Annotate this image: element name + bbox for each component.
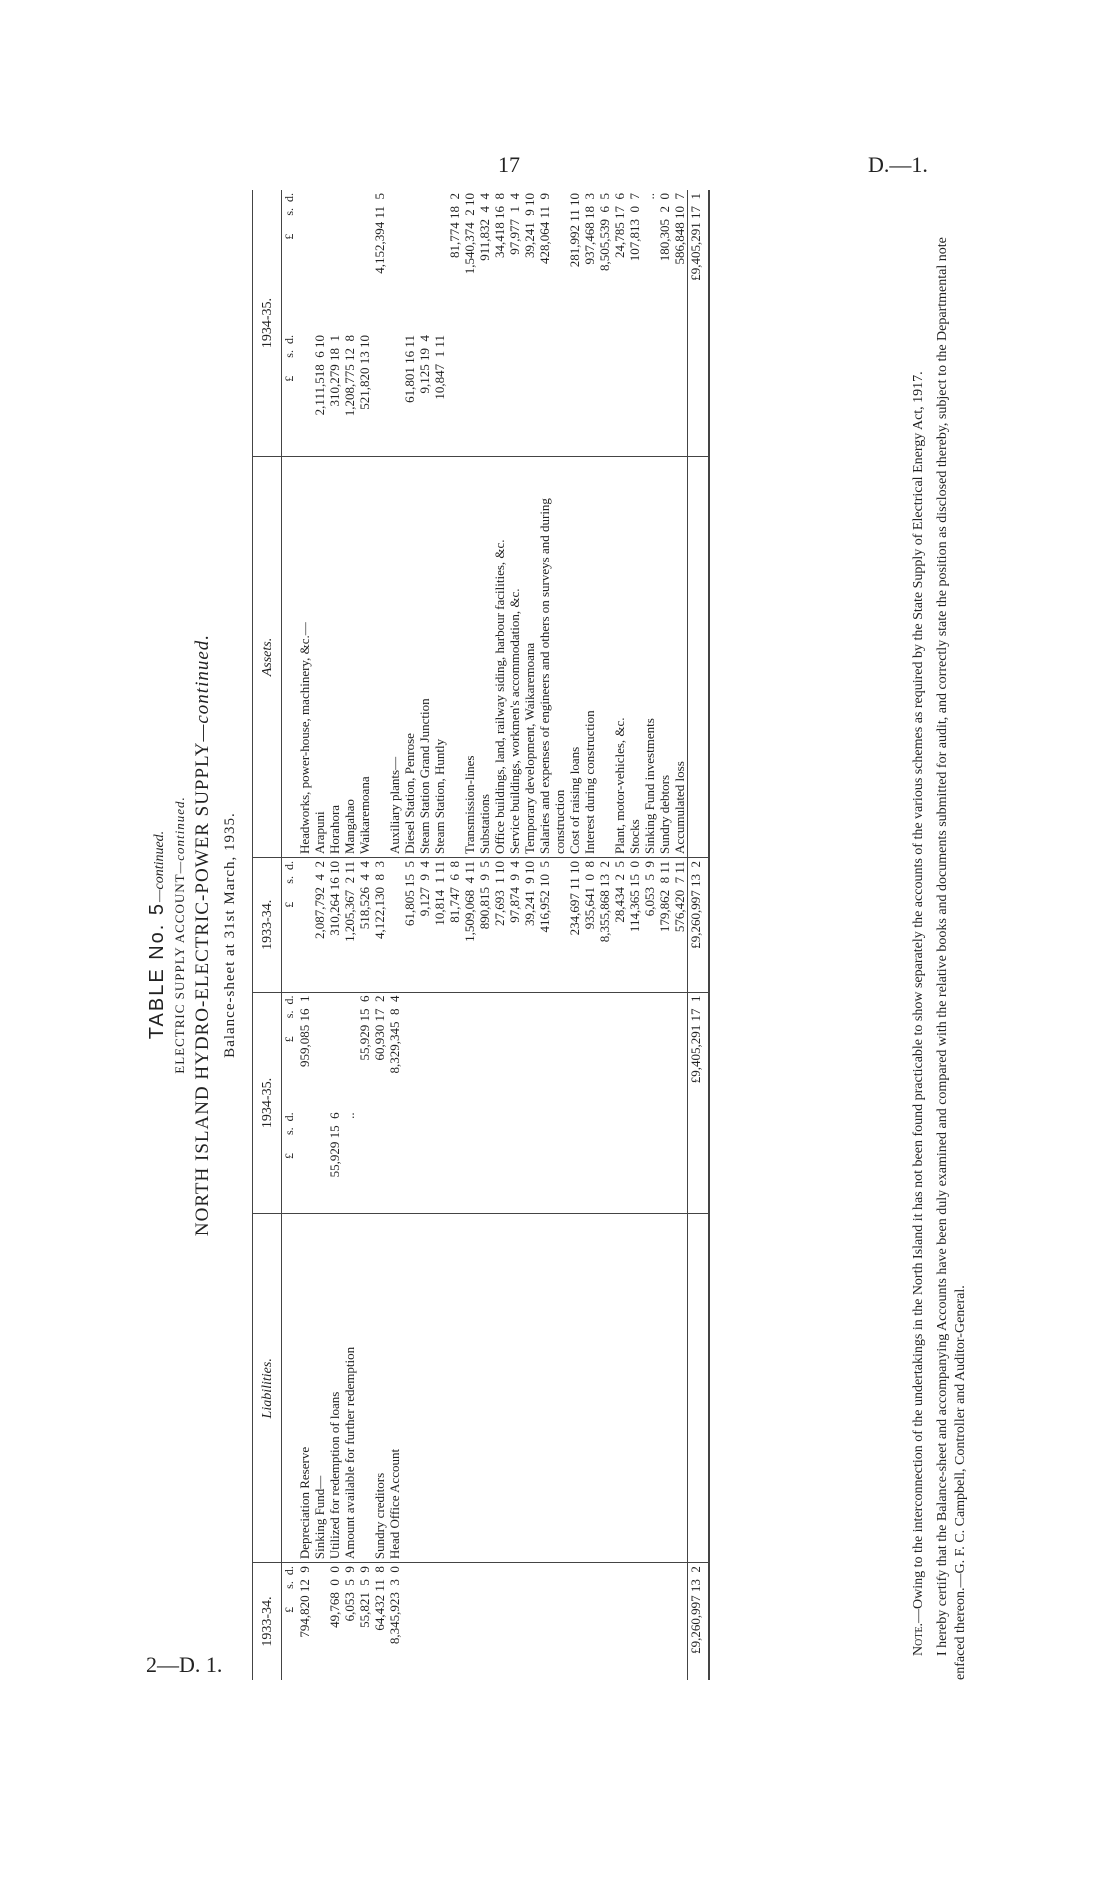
liability-label [657,1214,672,1563]
liability-label [612,1214,627,1563]
liability-amount [537,992,567,1109]
liability-prev [597,1563,612,1680]
liability-label [402,1214,417,1563]
liability-prev: 64,432 11 8 [372,1566,387,1631]
rotated-content [140,190,1040,1680]
table-row [537,190,567,1680]
asset-amount: .. [642,193,657,200]
col-liab-1934: 1933-34. [253,1563,282,1680]
liability-amount [447,992,462,1109]
asset-prev: 27,693 1 10 [492,858,507,992]
asset-amount: 586,848 10 7 [672,193,687,265]
asset-inner [492,332,507,457]
liability-prev [642,1563,657,1680]
asset-label [447,457,462,858]
liability-amount: 60,930 17 2 [372,995,387,1061]
liability-inner [447,1109,462,1214]
liability-label: Depreciation Reserve [297,1214,312,1563]
liability-inner [372,1109,387,1214]
liability-prev: 794,820 12 9 [297,1566,312,1638]
table-row [357,190,372,1680]
liability-prev: 8,345,923 3 0 [387,1566,402,1645]
liability-amount [597,992,612,1109]
table-row [672,190,688,1680]
asset-inner [657,332,672,457]
asset-inner: 2,111,518 6 10 [312,332,327,457]
liability-prev [492,1563,507,1680]
liability-amount [402,992,417,1109]
liability-prev [447,1563,462,1680]
liability-label [522,1214,537,1563]
liability-inner [612,1109,627,1214]
asset-inner [612,332,627,457]
liability-amount [672,992,688,1109]
liability-amount [507,992,522,1109]
liability-label [672,1214,688,1563]
blank-cell [688,1109,710,1214]
asset-inner: 9,125 19 4 [417,332,432,457]
asset-amount: 428,064 11 9 [537,193,552,265]
asset-amount [357,190,372,332]
liability-prev [657,1563,672,1680]
liability-amount [582,992,597,1109]
liability-amount [462,992,477,1109]
asset-label: Interest during construction [582,457,597,858]
liability-inner [582,1109,597,1214]
liability-prev [537,1563,567,1680]
asset-prev: 935,641 0 8 [582,858,597,992]
asset-inner: 10,847 1 11 [432,332,447,457]
asset-amount: 281,992 11 10 [567,193,582,268]
asset-inner [642,332,657,457]
asset-inner [477,332,492,457]
liability-label [357,1214,372,1563]
asset-label: Accumulated loss [672,457,688,858]
asset-amount [402,190,417,332]
asset-inner [387,332,402,457]
liability-inner [522,1109,537,1214]
table-row [297,190,312,1680]
asset-prev: 81,747 6 8 [447,858,462,992]
asset-label: Transmission-lines [462,457,477,858]
liability-label: Utilized for redemption of loans [327,1214,342,1563]
asset-amount [327,190,342,332]
asset-amount: 4,152,394 11 5 [372,193,387,274]
balance-sheet-subtitle: Balance-sheet at 31st March, 1935. [222,812,238,1058]
asset-label: Cost of raising loans [567,457,582,858]
asset-amount: 39,241 9 10 [522,193,537,258]
asset-prev: 1,509,068 4 11 [462,858,477,992]
asset-amount: 81,774 18 2 [447,193,462,258]
money-header: £ s. d. [282,332,298,457]
asset-prev: 576,420 7 11 [672,858,688,992]
liability-label [537,1214,567,1563]
account-title: ELECTRIC SUPPLY ACCOUNT—continued. [172,796,187,1074]
asset-label: Horahora [327,457,342,858]
asset-amount: 937,468 18 3 [582,193,597,265]
asset-prev: 890,815 9 5 [477,858,492,992]
liability-inner [402,1109,417,1214]
asset-amount [432,190,447,332]
money-header: £ s. d. [282,858,298,992]
asset-prev: 9,127 9 4 [417,858,432,992]
liability-inner [642,1109,657,1214]
asset-prev: 10,814 1 11 [432,858,447,992]
totals-row [688,190,710,1680]
liability-inner [432,1109,447,1214]
asset-inner [597,332,612,457]
liability-prev [627,1563,642,1680]
table-row [282,190,298,1680]
liability-label [567,1214,582,1563]
asset-label: Service buildings, workmen's accommodation, &c. [507,457,522,858]
asset-label: Sundry debtors [657,457,672,858]
table-row [657,190,672,1680]
liability-prev: 49,768 0 0 [327,1566,342,1628]
assets-total: £9,405,291 17 1 [688,190,710,332]
asset-prev [387,858,402,992]
liability-inner: 55,929 15 6 [327,1109,342,1214]
table-row [402,190,417,1680]
money-header: £ s. d. [282,193,296,240]
asset-inner: 1,208,775 12 8 [342,332,357,457]
money-header: £ s. d. [282,1109,298,1214]
asset-amount: 180,305 2 0 [657,193,672,262]
asset-prev: 28,434 2 5 [612,858,627,992]
asset-label [597,457,612,858]
liability-inner [627,1109,642,1214]
liability-prev [507,1563,522,1680]
asset-amount [297,190,312,332]
liability-amount [432,992,447,1109]
blank-cell [282,1214,298,1563]
table-row [462,190,477,1680]
liability-amount: 8,329,345 8 4 [387,995,402,1074]
asset-prev: 234,697 11 10 [567,858,582,992]
liability-amount: 55,929 15 6 [357,995,372,1061]
asset-inner [297,332,312,457]
asset-amount: 97,977 1 4 [507,193,522,255]
liability-amount [327,992,342,1109]
liability-prev [567,1563,582,1680]
table-row [612,190,627,1680]
asset-amount: 1,540,374 2 10 [462,193,477,275]
col-asset-1934: 1933-34. [253,858,282,992]
liability-prev [312,1563,327,1680]
table-row [312,190,327,1680]
asset-inner [627,332,642,457]
asset-amount: 911,832 4 4 [477,193,492,261]
asset-inner [522,332,537,457]
asset-amount [312,190,327,332]
liability-amount [492,992,507,1109]
liability-prev: 55,821 5 9 [357,1566,372,1628]
liability-label: Head Office Account [387,1214,402,1563]
table-row [597,190,612,1680]
asset-prev [297,858,312,992]
liability-amount: 959,085 16 1 [297,995,312,1068]
liability-label: Amount available for further redemption [342,1214,357,1563]
asset-label: Office buildings, land, railway siding, harbour facilities, &c. [492,457,507,858]
liability-inner [657,1109,672,1214]
page-number: 17 [498,152,520,177]
liability-label [492,1214,507,1563]
liability-label [417,1214,432,1563]
liability-amount [342,992,357,1109]
asset-prev: 61,805 15 5 [402,858,417,992]
assets-total-prev: £9,260,997 13 2 [688,858,710,992]
asset-inner: 61,801 16 11 [402,332,417,457]
blank-cell [688,1214,710,1563]
money-header: £ s. d. [282,995,296,1043]
asset-label: Sinking Fund investments [642,457,657,858]
col-liabilities: Liabilities. [253,1214,282,1563]
asset-label: Steam Station, Huntly [432,457,447,858]
table-row [567,190,582,1680]
liability-label: Sinking Fund— [312,1214,327,1563]
liability-inner [357,1109,372,1214]
title-block [140,190,239,1680]
asset-amount: 8,505,539 6 5 [597,193,612,271]
liability-inner [312,1109,327,1214]
asset-prev: 2,087,792 4 2 [312,858,327,992]
asset-prev: 4,122,130 8 3 [372,858,387,992]
asset-inner [567,332,582,457]
asset-label: Salaries and expenses of engineers and others on surveys and during construction [537,457,567,858]
asset-amount: 107,813 0 7 [627,193,642,262]
liability-amount [642,992,657,1109]
table-row [627,190,642,1680]
liability-label [507,1214,522,1563]
table-row [417,190,432,1680]
asset-prev: 114,365 15 0 [627,858,642,992]
liability-amount [627,992,642,1109]
liability-amount [612,992,627,1109]
liabilities-total: £9,405,291 17 1 [688,992,710,1109]
asset-label: Diesel Station, Penrose [402,457,417,858]
liability-amount [567,992,582,1109]
asset-prev: 39,241 9 10 [522,858,537,992]
table-row [327,190,342,1680]
asset-label: Temporary development, Waikaremoana [522,457,537,858]
liability-prev [402,1563,417,1680]
asset-amount [417,190,432,332]
asset-prev: 518,526 4 4 [357,858,372,992]
page-code: D.—1. [868,152,928,177]
liability-prev [417,1563,432,1680]
table-row [522,190,537,1680]
liability-label [597,1214,612,1563]
liability-prev [432,1563,447,1680]
asset-prev: 179,862 8 11 [657,858,672,992]
asset-label: Auxiliary plants— [387,457,402,858]
col-assets: Assets. [253,457,282,858]
asset-inner [462,332,477,457]
asset-label: Substations [477,457,492,858]
liability-label [477,1214,492,1563]
asset-prev: 8,355,868 13 2 [597,858,612,992]
asset-amount: 34,418 16 8 [492,193,507,258]
asset-prev: 1,205,367 2 11 [342,858,357,992]
asset-label: Plant, motor-vehicles, &c. [612,457,627,858]
liability-label [582,1214,597,1563]
liability-inner [387,1109,402,1214]
table-row [387,190,402,1680]
liability-label: Sundry creditors [372,1214,387,1563]
balance-sheet-table [252,190,710,1680]
liability-amount [522,992,537,1109]
liability-inner [417,1109,432,1214]
table-row [642,190,657,1680]
liability-inner [507,1109,522,1214]
liability-label [627,1214,642,1563]
asset-label: Steam Station Grand Junction [417,457,432,858]
audit-certificate: I hereby certify that the Balance-sheet and accompanying Accounts have been duly examined and compared with the relative books and documents submitted for audit, and correctly state the position as disclosed thereby, subject to the Departmental note enfaced thereon.—G. F. C. Campbell, Controller and Auditor-General. [935,237,968,1680]
asset-label [372,457,387,858]
col-asset-1935: 1934-35. [253,190,282,457]
liability-prev [582,1563,597,1680]
asset-amount: 24,785 17 6 [612,193,627,258]
col-liab-1935: 1934-35. [253,992,282,1214]
asset-prev: 97,874 9 4 [507,858,522,992]
liability-inner [567,1109,582,1214]
liability-label [462,1214,477,1563]
asset-label: Headworks, power-house, machinery, &c.— [297,457,312,858]
asset-amount [387,190,402,332]
asset-inner [507,332,522,457]
liability-prev [522,1563,537,1680]
asset-inner: 521,820 13 10 [357,332,372,457]
liability-inner [297,1109,312,1214]
asset-inner [447,332,462,457]
table-row [342,190,357,1680]
table-label: TABLE No. 5—continued. [146,830,168,1040]
liability-amount [312,992,327,1109]
balance-sheet-title: NORTH ISLAND HYDRO-ELECTRIC-POWER SUPPLY—continued. [192,633,213,1237]
asset-label: Stocks [627,457,642,858]
table-row [582,190,597,1680]
liability-label [432,1214,447,1563]
liability-prev: 6,053 5 9 [342,1566,357,1622]
asset-prev: 416,952 10 5 [537,858,567,992]
asset-prev: 6,053 5 9 [642,858,657,992]
liability-prev [672,1563,688,1680]
table-row [432,190,447,1680]
liability-inner [537,1109,567,1214]
liability-inner [672,1109,688,1214]
liability-prev [462,1563,477,1680]
asset-inner [372,332,387,457]
table-row [477,190,492,1680]
liability-inner: .. [342,1109,357,1214]
asset-prev: 310,264 16 10 [327,858,342,992]
table-row [507,190,522,1680]
liability-inner [492,1109,507,1214]
asset-inner [537,332,567,457]
asset-label: Mangahao [342,457,357,858]
liability-inner [462,1109,477,1214]
liabilities-total-prev: £9,260,997 13 2 [688,1563,710,1680]
table-row [447,190,462,1680]
footer-code: 2—D. 1. [146,1652,223,1677]
notes [910,230,976,1680]
note-paragraph: Note.—Owing to the interconnection of the undertakings in the North Island it has not been found practicable to show separately the accounts of the various schemes as required by the State Supply of Electrical Energy Act, 1917. [911,371,926,1656]
liability-amount [657,992,672,1109]
asset-inner: 310,279 18 1 [327,332,342,457]
liability-amount [417,992,432,1109]
asset-label: Arapuni [312,457,327,858]
liability-prev [477,1563,492,1680]
table-row [372,190,387,1680]
table-row [492,190,507,1680]
liability-inner [477,1109,492,1214]
money-header: £ s. d. [282,1566,296,1613]
liability-inner [597,1109,612,1214]
blank-cell [282,457,298,858]
liability-label [642,1214,657,1563]
liability-label [447,1214,462,1563]
liability-amount [477,992,492,1109]
asset-inner [672,332,688,457]
asset-label: Waikaremoana [357,457,372,858]
blank-cell [688,457,710,858]
blank-cell [688,332,710,457]
asset-inner [582,332,597,457]
asset-amount [342,190,357,332]
liability-prev [612,1563,627,1680]
